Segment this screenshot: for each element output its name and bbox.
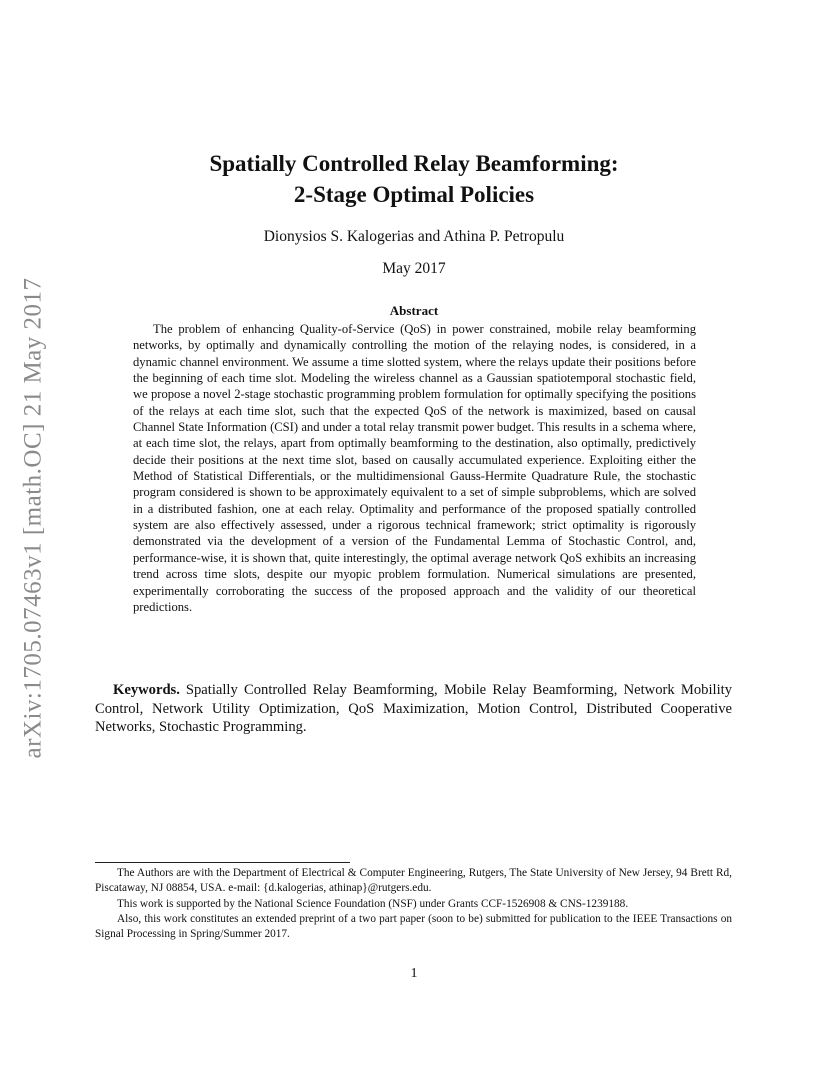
keywords-label: Keywords. — [113, 682, 180, 698]
paper-title — [0, 148, 828, 210]
keywords-paragraph — [95, 681, 732, 737]
arxiv-identifier-stamp — [12, 258, 56, 778]
page-number: 1 — [410, 966, 418, 981]
footnote-affiliation: The Authors are with the Department of Electrical & Computer Engineering, Rutgers, The State University of New Jersey, 94 Brett Rd, Piscataway, NJ 08854, USA. e-mail: {d.kalogerias, athinap}@rutgers.edu. — [95, 867, 732, 895]
footnote-funding: This work is supported by the National Science Foundation (NSF) under Grants CCF-1526908 & CNS-1239188. — [117, 897, 629, 910]
abstract-body: The problem of enhancing Quality-of-Service (QoS) in power constrained, mobile relay beamforming networks, by optimally and dynamically controlling the motion of the relaying nodes, is considered, in a dynamic channel environment. We assume a time slotted system, where the relays update their positions before the beginning of each time slot. Modeling the wireless channel as a Gaussian spatiotemporal stochastic field, we propose a novel 2-stage stochastic programming problem formulation for optimally specifying the positions of the relays at each time slot, such that the expected QoS of the network is maximized, based on causal Channel State Information (CSI) and under a total relay transmit power budget. This results in a schema where, at each time slot, the relays, apart from optimally beamforming to the destination, also optimally, predictively decide their positions at the next time slot, based on causally accumulated experience. Exploiting either the Method of Statistical Differentials, or the multidimensional Gauss-Hermite Quadrature Rule, the stochastic program considered is shown to be approximately equivalent to a set of simple subproblems, which are solved in a distributed fashion, one at each relay. Optimality and performance of the proposed spatially controlled system are also effectively assessed, under a rigorous technical framework; strict optimality is rigorously demonstrated via the development of a version of the Fundamental Lemma of Stochastic Control, and, performance-wise, it is shown that, quite interestingly, the optimal average network QoS exhibits an increasing trend across time slots, despite our myopic problem formulation. Numerical simulations are presented, experimentally corroborating the success of the proposed approach and the validity of our theoretical predictions. — [133, 322, 696, 614]
footnotes — [95, 866, 732, 942]
footnote-preprint-note: Also, this work constitutes an extended preprint of a two part paper (soon to be) submitted for publication to the IEEE Transactions on Signal Processing in Spring/Summer 2017. — [95, 912, 732, 941]
arxiv-identifier-text: arXiv:1705.07463v1 [math.OC] 21 May 2017 — [20, 277, 47, 759]
abstract-heading: Abstract — [389, 303, 439, 318]
paper-title-line-2: 2-Stage Optimal Policies — [293, 182, 535, 207]
paper-title-line-1: Spatially Controlled Relay Beamforming: — [209, 151, 619, 176]
paper-date: May 2017 — [382, 260, 446, 277]
keywords-text: Spatially Controlled Relay Beamforming, Mobile Relay Beamforming, Network Mobility Control, Network Utility Optimization, QoS Maximization, Motion Control, Distributed Cooperative Networks, Stochastic Programming. — [95, 682, 732, 735]
paper-authors: Dionysios S. Kalogerias and Athina P. Petropulu — [263, 228, 565, 245]
footnote-divider — [95, 862, 350, 863]
